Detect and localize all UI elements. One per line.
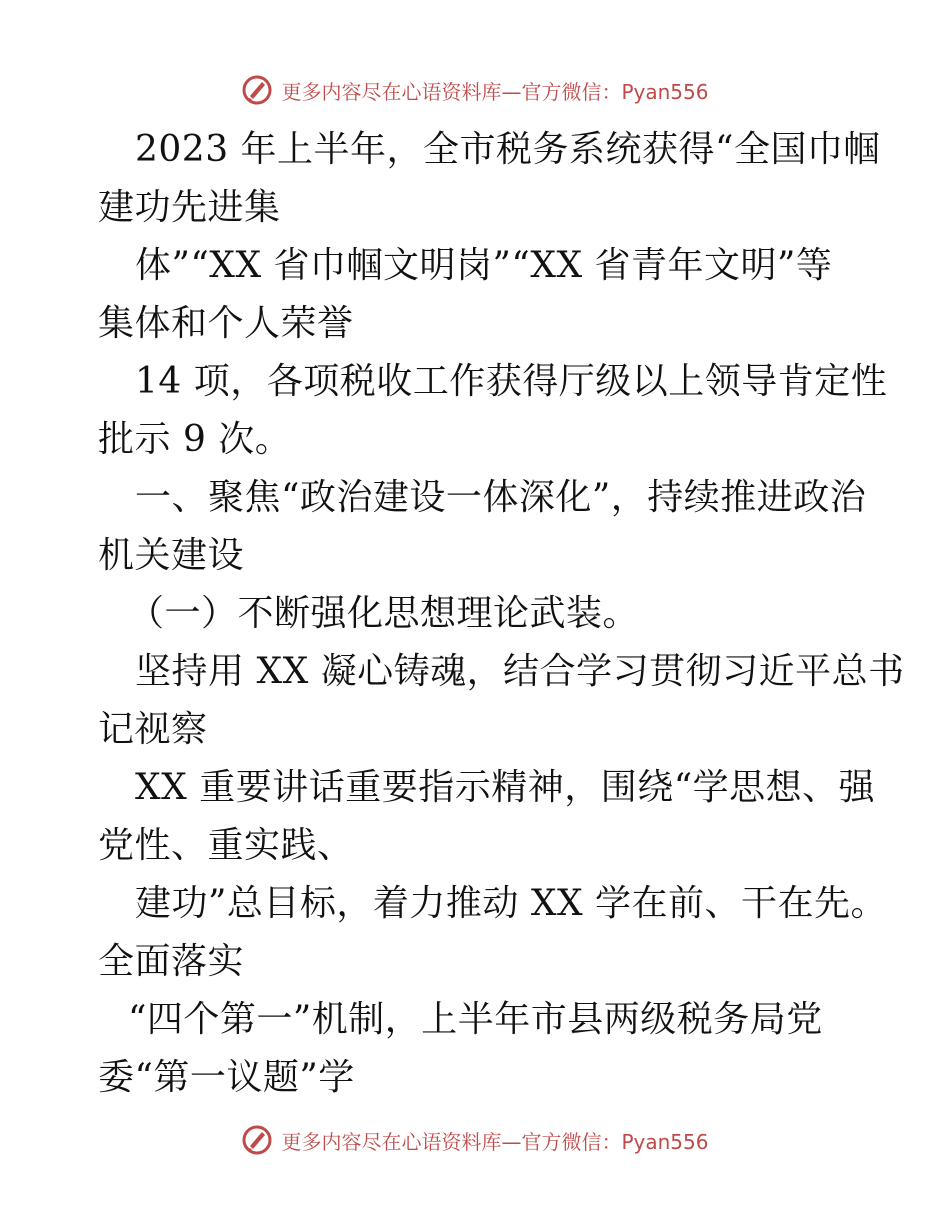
- watermark-text: 更多内容尽在心语资料库—官方微信：Pyan556: [281, 1129, 709, 1154]
- text-line: “四个第一”机制，上半年市县两级税务局党: [128, 999, 823, 1040]
- section-heading-cont: 机关建设: [98, 535, 245, 576]
- text-line: 2023 年上半年，全市税务系统获得“全国巾帼: [135, 129, 880, 170]
- text-line: 委“第一议题”学: [98, 1057, 355, 1098]
- subsection-heading: （一）不断强化思想理论武装。: [128, 593, 640, 634]
- text-line: 坚持用 XX 凝心铸魂，结合学习贯彻习近平总书: [135, 651, 905, 692]
- text-line: 14 项，各项税收工作获得厅级以上领导肯定性: [135, 361, 888, 402]
- text-line: XX 重要讲话重要指示精神，围绕“学思想、强: [135, 767, 876, 808]
- watermark-text: 更多内容尽在心语资料库—官方微信：Pyan556: [281, 79, 709, 104]
- header-watermark: [0, 70, 950, 110]
- text-line: 建功”总目标，着力推动 XX 学在前、干在先。: [135, 883, 888, 924]
- text-line: 建功先进集: [98, 187, 281, 228]
- text-line: 党性、重实践、: [98, 825, 354, 866]
- seal-logo-icon: [241, 1124, 273, 1156]
- footer-watermark: [0, 1120, 950, 1160]
- text-line: 批示 9 次。: [98, 419, 292, 460]
- text-line: 全面落实: [98, 941, 245, 982]
- text-line: 体”“XX 省巾帼文明岗”“XX 省青年文明”等: [135, 245, 833, 286]
- text-line: 集体和个人荣誉: [98, 303, 354, 344]
- section-heading: 一、聚焦“政治建设一体深化”，持续推进政治: [135, 477, 867, 518]
- seal-logo-icon: [241, 74, 273, 106]
- text-line: 记视察: [98, 709, 208, 750]
